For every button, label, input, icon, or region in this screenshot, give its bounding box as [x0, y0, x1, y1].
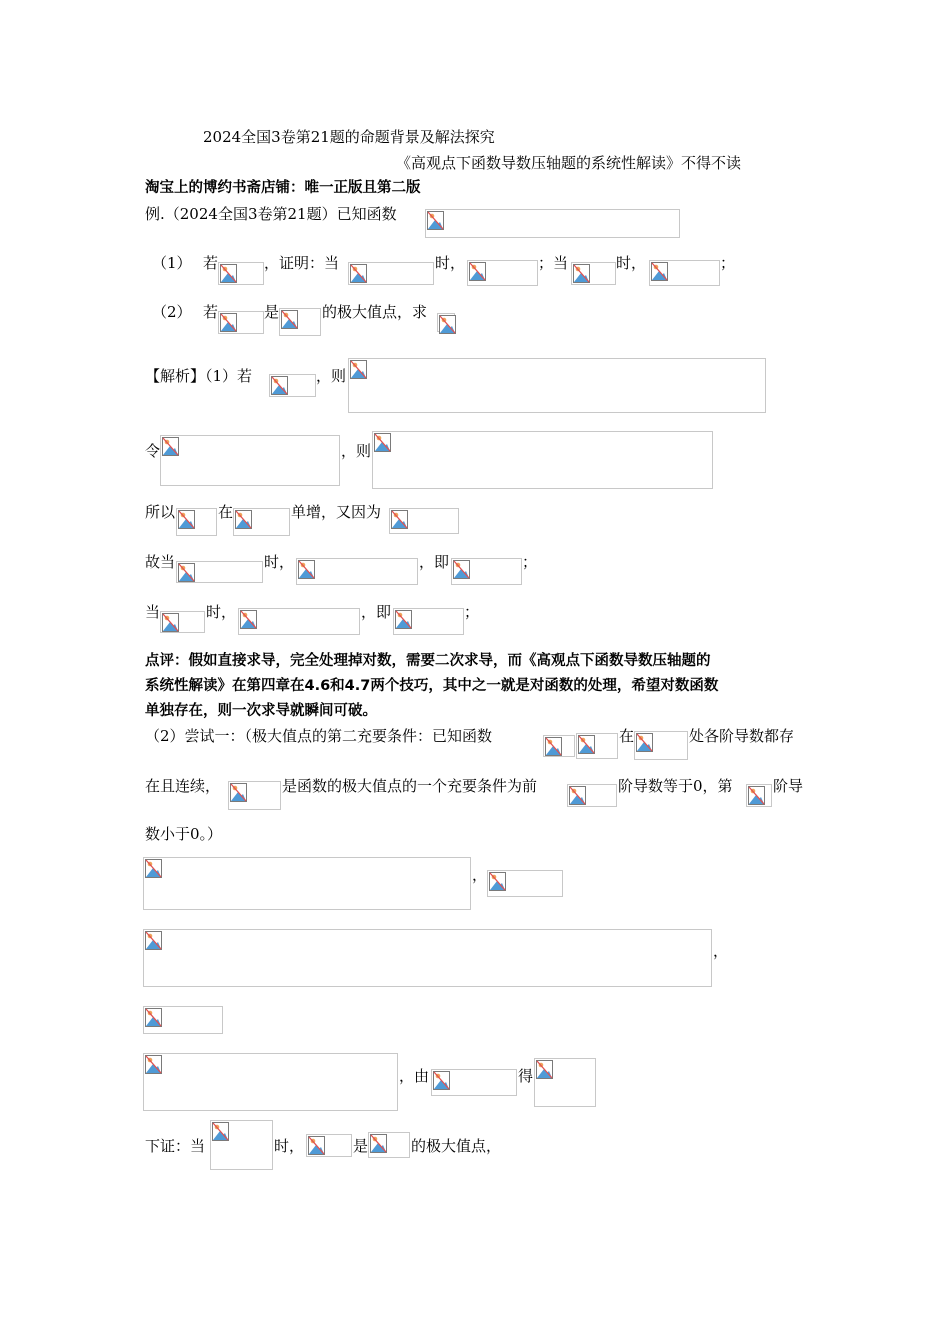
broken-image-icon — [143, 1006, 223, 1034]
broken-image-icon — [634, 731, 688, 760]
q1-text: 时， — [616, 254, 647, 272]
solution-text: ，即 — [361, 603, 392, 621]
broken-image-icon — [746, 784, 772, 807]
broken-image-icon — [425, 209, 680, 238]
attempt-text: 在 — [619, 727, 635, 745]
broken-image-icon — [389, 508, 459, 534]
q1-text: ； — [720, 254, 736, 272]
q2-text: 是 — [264, 303, 280, 321]
broken-image-icon — [233, 508, 290, 536]
solution-text: 时， — [274, 1137, 305, 1155]
broken-image-icon — [467, 260, 538, 286]
attempt-text: （2）尝试一：（极大值点的第二充要条件：已知函数 — [145, 727, 493, 745]
solution-label: 【解析】（1）若 — [145, 367, 253, 385]
q1-text: 若 — [203, 254, 219, 272]
broken-image-icon — [534, 1058, 596, 1107]
solution-text: 得 — [518, 1067, 534, 1085]
solution-text: ，即 — [419, 553, 450, 571]
broken-image-icon — [576, 733, 618, 759]
solution-text: 下证：当 — [145, 1137, 206, 1155]
broken-image-icon — [238, 608, 360, 635]
attempt-text: 阶导数等于0，第 — [618, 777, 733, 795]
punctuation: ， — [713, 942, 729, 960]
solution-text: 令 — [145, 442, 161, 460]
comment-line: 点评：假如直接求导，完全处理掉对数，需要二次求导，而《高观点下函数导数压轴题的 — [145, 653, 711, 669]
broken-image-icon — [143, 857, 471, 910]
broken-image-icon — [348, 358, 766, 413]
broken-image-icon — [143, 1053, 398, 1111]
example-label: 例.（2024全国3卷第21题）已知函数 — [145, 205, 397, 223]
broken-image-icon — [567, 784, 617, 807]
q1-text: ，证明：当 — [264, 254, 340, 272]
broken-image-icon — [176, 508, 217, 536]
book-recommendation: 《高观点下函数导数压轴题的系统性解读》不得不读 — [396, 154, 742, 172]
solution-text: 单增，又因为 — [291, 503, 382, 521]
solution-text: 的极大值点， — [411, 1137, 502, 1155]
q1-number: （1） — [152, 254, 192, 272]
q2-text: 的极大值点，求 — [322, 303, 428, 321]
broken-image-icon — [218, 311, 264, 334]
attempt-text: 是函数的极大值点的一个充要条件为前 — [282, 777, 538, 795]
broken-image-icon — [437, 313, 455, 332]
broken-image-icon — [160, 611, 205, 633]
attempt-text: 数小于0。） — [145, 825, 223, 843]
broken-image-icon — [279, 308, 321, 336]
broken-image-icon — [543, 735, 575, 757]
broken-image-icon — [269, 374, 316, 397]
broken-image-icon — [571, 262, 616, 285]
attempt-text: 在且连续， — [145, 777, 221, 795]
solution-text: 时， — [206, 603, 237, 621]
solution-text: ，则 — [341, 442, 372, 460]
broken-image-icon — [210, 1120, 273, 1170]
broken-image-icon — [372, 431, 713, 489]
broken-image-icon — [160, 435, 340, 486]
punctuation: ， — [472, 866, 488, 884]
solution-text: 当 — [145, 603, 161, 621]
broken-image-icon — [143, 929, 712, 987]
solution-text: 在 — [218, 503, 234, 521]
solution-text: 故当 — [145, 553, 176, 571]
q2-number: （2） — [152, 303, 192, 321]
attempt-text: 处各阶导数都存 — [689, 727, 795, 745]
broken-image-icon — [176, 561, 263, 583]
solution-text: ，则 — [316, 367, 347, 385]
broken-image-icon — [296, 558, 418, 585]
broken-image-icon — [451, 558, 522, 585]
solution-text: ； — [522, 553, 538, 571]
solution-text: ； — [464, 603, 480, 621]
solution-text: ，由 — [399, 1067, 430, 1085]
comment-line: 系统性解读》在第四章在4.6和4.7两个技巧，其中之一就是对函数的处理，希望对数函数 — [145, 678, 719, 694]
broken-image-icon — [228, 781, 281, 810]
solution-text: 时， — [264, 553, 295, 571]
attempt-text: 阶导 — [773, 777, 804, 795]
solution-text: 是 — [353, 1137, 369, 1155]
q2-text: 若 — [203, 303, 219, 321]
broken-image-icon — [368, 1132, 410, 1158]
broken-image-icon — [218, 262, 264, 285]
shop-note: 淘宝上的博约书斋店铺：唯一正版且第二版 — [145, 180, 421, 196]
page-title: 2024全国3卷第21题的命题背景及解法探究 — [203, 128, 495, 146]
comment-line: 单独存在，则一次求导就瞬间可破。 — [145, 703, 377, 719]
q1-text: 时， — [435, 254, 466, 272]
solution-text: 所以 — [145, 503, 176, 521]
broken-image-icon — [348, 262, 434, 285]
q1-text: ；当 — [538, 254, 569, 272]
broken-image-icon — [306, 1134, 352, 1157]
broken-image-icon — [649, 260, 720, 286]
broken-image-icon — [487, 870, 563, 897]
broken-image-icon — [393, 608, 464, 635]
broken-image-icon — [431, 1069, 517, 1096]
